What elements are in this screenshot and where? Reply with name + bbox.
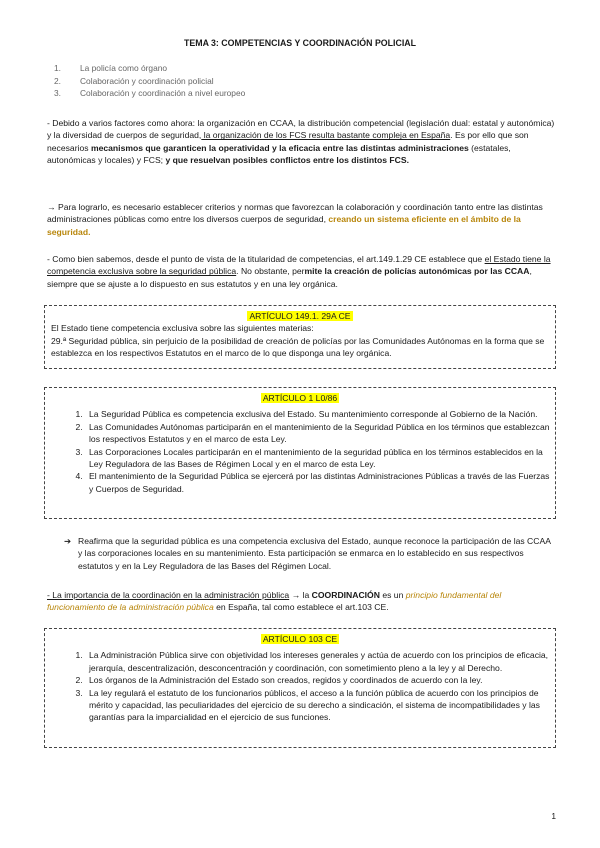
paragraph-objective: → Para lograrlo, es necesario establecer criterios y normas que favorezcan la colaboración y coordinación tanto entre las distintas administraciones públicas como entre los diversos cuerpos de seguridad, creando un sistema eficiente en el ámbito de la seguridad. <box>47 202 543 237</box>
article-box-149 <box>44 305 556 369</box>
article-title: ARTÍCULO 103 CE <box>262 634 338 644</box>
article-box-lo86 <box>44 387 556 519</box>
article-title: ARTÍCULO 149.1. 29A CE <box>249 311 351 321</box>
list-item: 2. Las Comunidades Autónomas participarán en el mantenimiento de la Seguridad Pública en los términos que establezcan los respectivos Estatutos y en el marco de esta Ley. <box>85 421 555 446</box>
list-item: 1. La Administración Pública sirve con objetividad los intereses generales y actúa de acuerdo con los principios de eficacia, jerarquía, descentralización, desconcentración y coordinación, con sometimiento pleno a la ley y al Derecho. <box>85 649 555 674</box>
toc-item: 2. Colaboración y coordinación policial <box>54 75 214 86</box>
article-title: ARTÍCULO 1 L0/86 <box>262 393 338 403</box>
paragraph-competence: - Como bien sabemos, desde el punto de vista de la titularidad de competencias, el art.149.1.29 CE establece que el Estado tiene la competencia exclusiva sobre la seguridad pública. No obstante, permite la creación de policías autonómicas por las CCAA, siempre que se ajuste a lo dispuesto en sus estatutos y en una ley orgánica. <box>47 254 551 289</box>
toc-item: 3. Colaboración y coordinación a nivel europeo <box>54 88 246 99</box>
article-box-103 <box>44 628 556 748</box>
list-item: 3. Las Corporaciones Locales participarán en el mantenimiento de la seguridad pública en los términos establecidos en la Ley Reguladora de las Bases de Régimen Local y en el marco de esta Ley. <box>85 446 555 471</box>
list-item: 1. La Seguridad Pública es competencia exclusiva del Estado. Su mantenimiento corresponde al Gobierno de la Nación. <box>85 408 555 420</box>
toc-item: 1. La policía como órgano <box>54 63 168 73</box>
article-text: El Estado tiene competencia exclusiva sobre las siguientes materias: <box>51 323 314 334</box>
paragraph-conclusion: ➔ Reafirma que la seguridad pública es una competencia exclusiva del Estado, aunque reconoce la participación de las CCAA y las corporaciones locales en su mantenimiento. Esta participación se enmarca en lo establecido en sus respectivos estatutos y en la Ley Reguladora de las Bases del Régimen Local. <box>64 536 551 571</box>
list-item: 4. El mantenimiento de la Seguridad Pública se ejercerá por las distintas Administraciones Públicas a través de las Fuerzas y Cuerpos de Seguridad. <box>85 470 555 495</box>
table-of-contents <box>54 62 245 100</box>
article-text: 29.ª Seguridad pública, sin perjuicio de la posibilidad de creación de policías por las Comunidades Autónomas en la forma que se establezca en los respectivos Estatutos en el marco de lo que disponga una ley orgánica. <box>51 335 545 359</box>
list-item: 3. La ley regulará el estatuto de los funcionarios públicos, el acceso a la función pública de acuerdo con los principios de mérito y capacidad, las peculiaridades del ejercicio de su derecho a sindicación, el sistema de incompatibilidades y las garantías para la imparcialidad en el ejercicio de sus funciones. <box>85 687 555 724</box>
list-item: 2. Los órganos de la Administración del Estado son creados, regidos y coordinados de acuerdo con la ley. <box>85 674 555 686</box>
page-number: 1 <box>551 810 556 821</box>
arrow-icon: ➔ <box>64 536 72 546</box>
paragraph-intro: - Debido a varios factores como ahora: la organización en CCAA, la distribución competencial (legislación dual: estatal y autonómica) y la diversidad de cuerpos de seguridad, la organización de los FCS resulta bastante compleja en España. Es por ello que son necesarios mecanismos que garanticen la operatividad y la eficacia entre las distintas administraciones (estatales, autonómicas y locales) y FCS; y que resuelvan posibles conflictos entre los distintos FCS. <box>47 118 555 166</box>
page-title: TEMA 3: COMPETENCIAS Y COORDINACIÓN POLICIAL <box>184 38 416 48</box>
paragraph-coordination: - La importancia de la coordinación en la administración pública → la COORDINACIÓN es un principio fundamental del funcionamiento de la administración pública en España, tal como establece el art.103 CE. <box>47 590 502 613</box>
